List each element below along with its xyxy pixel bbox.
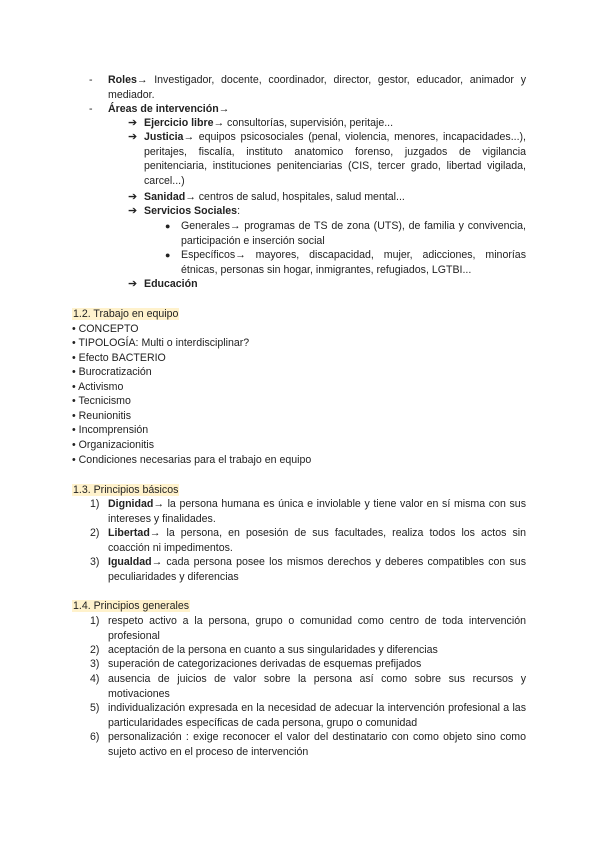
dash-bullet: -: [89, 74, 93, 86]
list-number: 4): [90, 673, 100, 685]
roles-label: Roles: [108, 74, 137, 86]
list-item: • TIPOLOGÍA: Multi o interdisciplinar?: [72, 337, 250, 349]
areas-heading: Áreas de intervención→: [108, 103, 230, 115]
roles-text: → Investigador, docente, coordinador, director, gestor, educador, animador y mediador.: [108, 74, 526, 101]
general-principle-item: personalización : exige reconocer el valor del destinatario con como objeto sino como sujeto activo en el proceso de intervención: [108, 731, 526, 758]
area-item-ejercicio: Ejercicio libre→ consultorías, supervisión, peritaje...: [144, 117, 394, 129]
arrow-bullet-icon: ➔: [128, 191, 138, 203]
area-item-educacion: Educación: [144, 278, 198, 290]
list-number: 1): [90, 498, 100, 510]
list-item: • Burocratización: [72, 366, 152, 378]
arrow-bullet-icon: ➔: [128, 131, 138, 143]
list-item: • Activismo: [72, 381, 124, 393]
list-item: • Organizacionitis: [72, 439, 155, 451]
arrow-bullet-icon: ➔: [128, 278, 138, 290]
dot-bullet-icon: ●: [165, 221, 171, 231]
roles-paragraph: [108, 73, 526, 102]
list-item: • Efecto BACTERIO: [72, 352, 166, 364]
area-item-servicios: Servicios Sociales:: [144, 205, 241, 217]
general-principle-item: ausencia de juicios de valor sobre la persona así como sobre sus recursos y motivaciones: [108, 673, 526, 700]
list-number: 2): [90, 644, 100, 656]
servicios-subitem: Generales→ programas de TS de zona (UTS), de familia y convivencia, participación e inserción social: [181, 220, 526, 247]
servicios-subitem: Específicos→ mayores, discapacidad, mujer, adicciones, minorías étnicas, personas sin hogar, inmigrantes, refugiados, LGTBI...: [181, 249, 526, 276]
list-number: 5): [90, 702, 100, 714]
dash-bullet: -: [89, 103, 93, 115]
general-principle-item: superación de categorizaciones derivadas de esquemas prefijados: [108, 658, 422, 670]
list-item: • Condiciones necesarias para el trabajo en equipo: [72, 454, 312, 466]
list-item: • Incomprensión: [72, 424, 149, 436]
dot-bullet-icon: ●: [165, 250, 171, 260]
principle-item: Dignidad→ la persona humana es única e inviolable y tiene valor en sí misma con sus intereses y finalidades.: [108, 498, 526, 525]
list-number: 3): [90, 658, 100, 670]
section-heading: 1.4. Principios generales: [73, 600, 190, 612]
list-item: • CONCEPTO: [72, 323, 139, 335]
list-number: 1): [90, 615, 100, 627]
section-heading: 1.3. Principios básicos: [73, 484, 179, 496]
general-principle-item: respeto activo a la persona, grupo o comunidad como centro de toda intervención profesional: [108, 615, 526, 642]
area-item-justicia: Justicia→ equipos psicosociales (penal, violencia, menores, incapacidades...), peritajes, fiscalía, instituto anatomico forenso, juzgados de vigilancia penitenciaria, instituciones penitenciarias (CIS, tercer grado, libertad vigilada, carcel...): [144, 131, 526, 187]
list-item: • Reunionitis: [72, 410, 132, 422]
general-principle-item: individualización expresada en la necesidad de adecuar la intervención profesional a las particularidades específicas de cada persona, grupo o comunidad: [108, 702, 526, 729]
list-number: 3): [90, 556, 100, 568]
list-number: 2): [90, 527, 100, 539]
principle-item: Libertad→ la persona, en posesión de sus facultades, realiza todos los actos sin coacción ni impedimentos.: [108, 527, 526, 554]
section-heading: 1.2. Trabajo en equipo: [73, 308, 179, 320]
arrow-bullet-icon: ➔: [128, 205, 138, 217]
general-principle-item: aceptación de la persona en cuanto a sus singularidades y diferencias: [108, 644, 438, 656]
list-item: • Tecnicismo: [72, 395, 131, 407]
principle-item: Igualdad→ cada persona posee los mismos derechos y deberes compatibles con sus peculiaridades y diferencias: [108, 556, 526, 583]
arrow-bullet-icon: ➔: [128, 117, 138, 129]
list-number: 6): [90, 731, 100, 743]
area-item-sanidad: Sanidad→ centros de salud, hospitales, salud mental...: [144, 191, 405, 203]
